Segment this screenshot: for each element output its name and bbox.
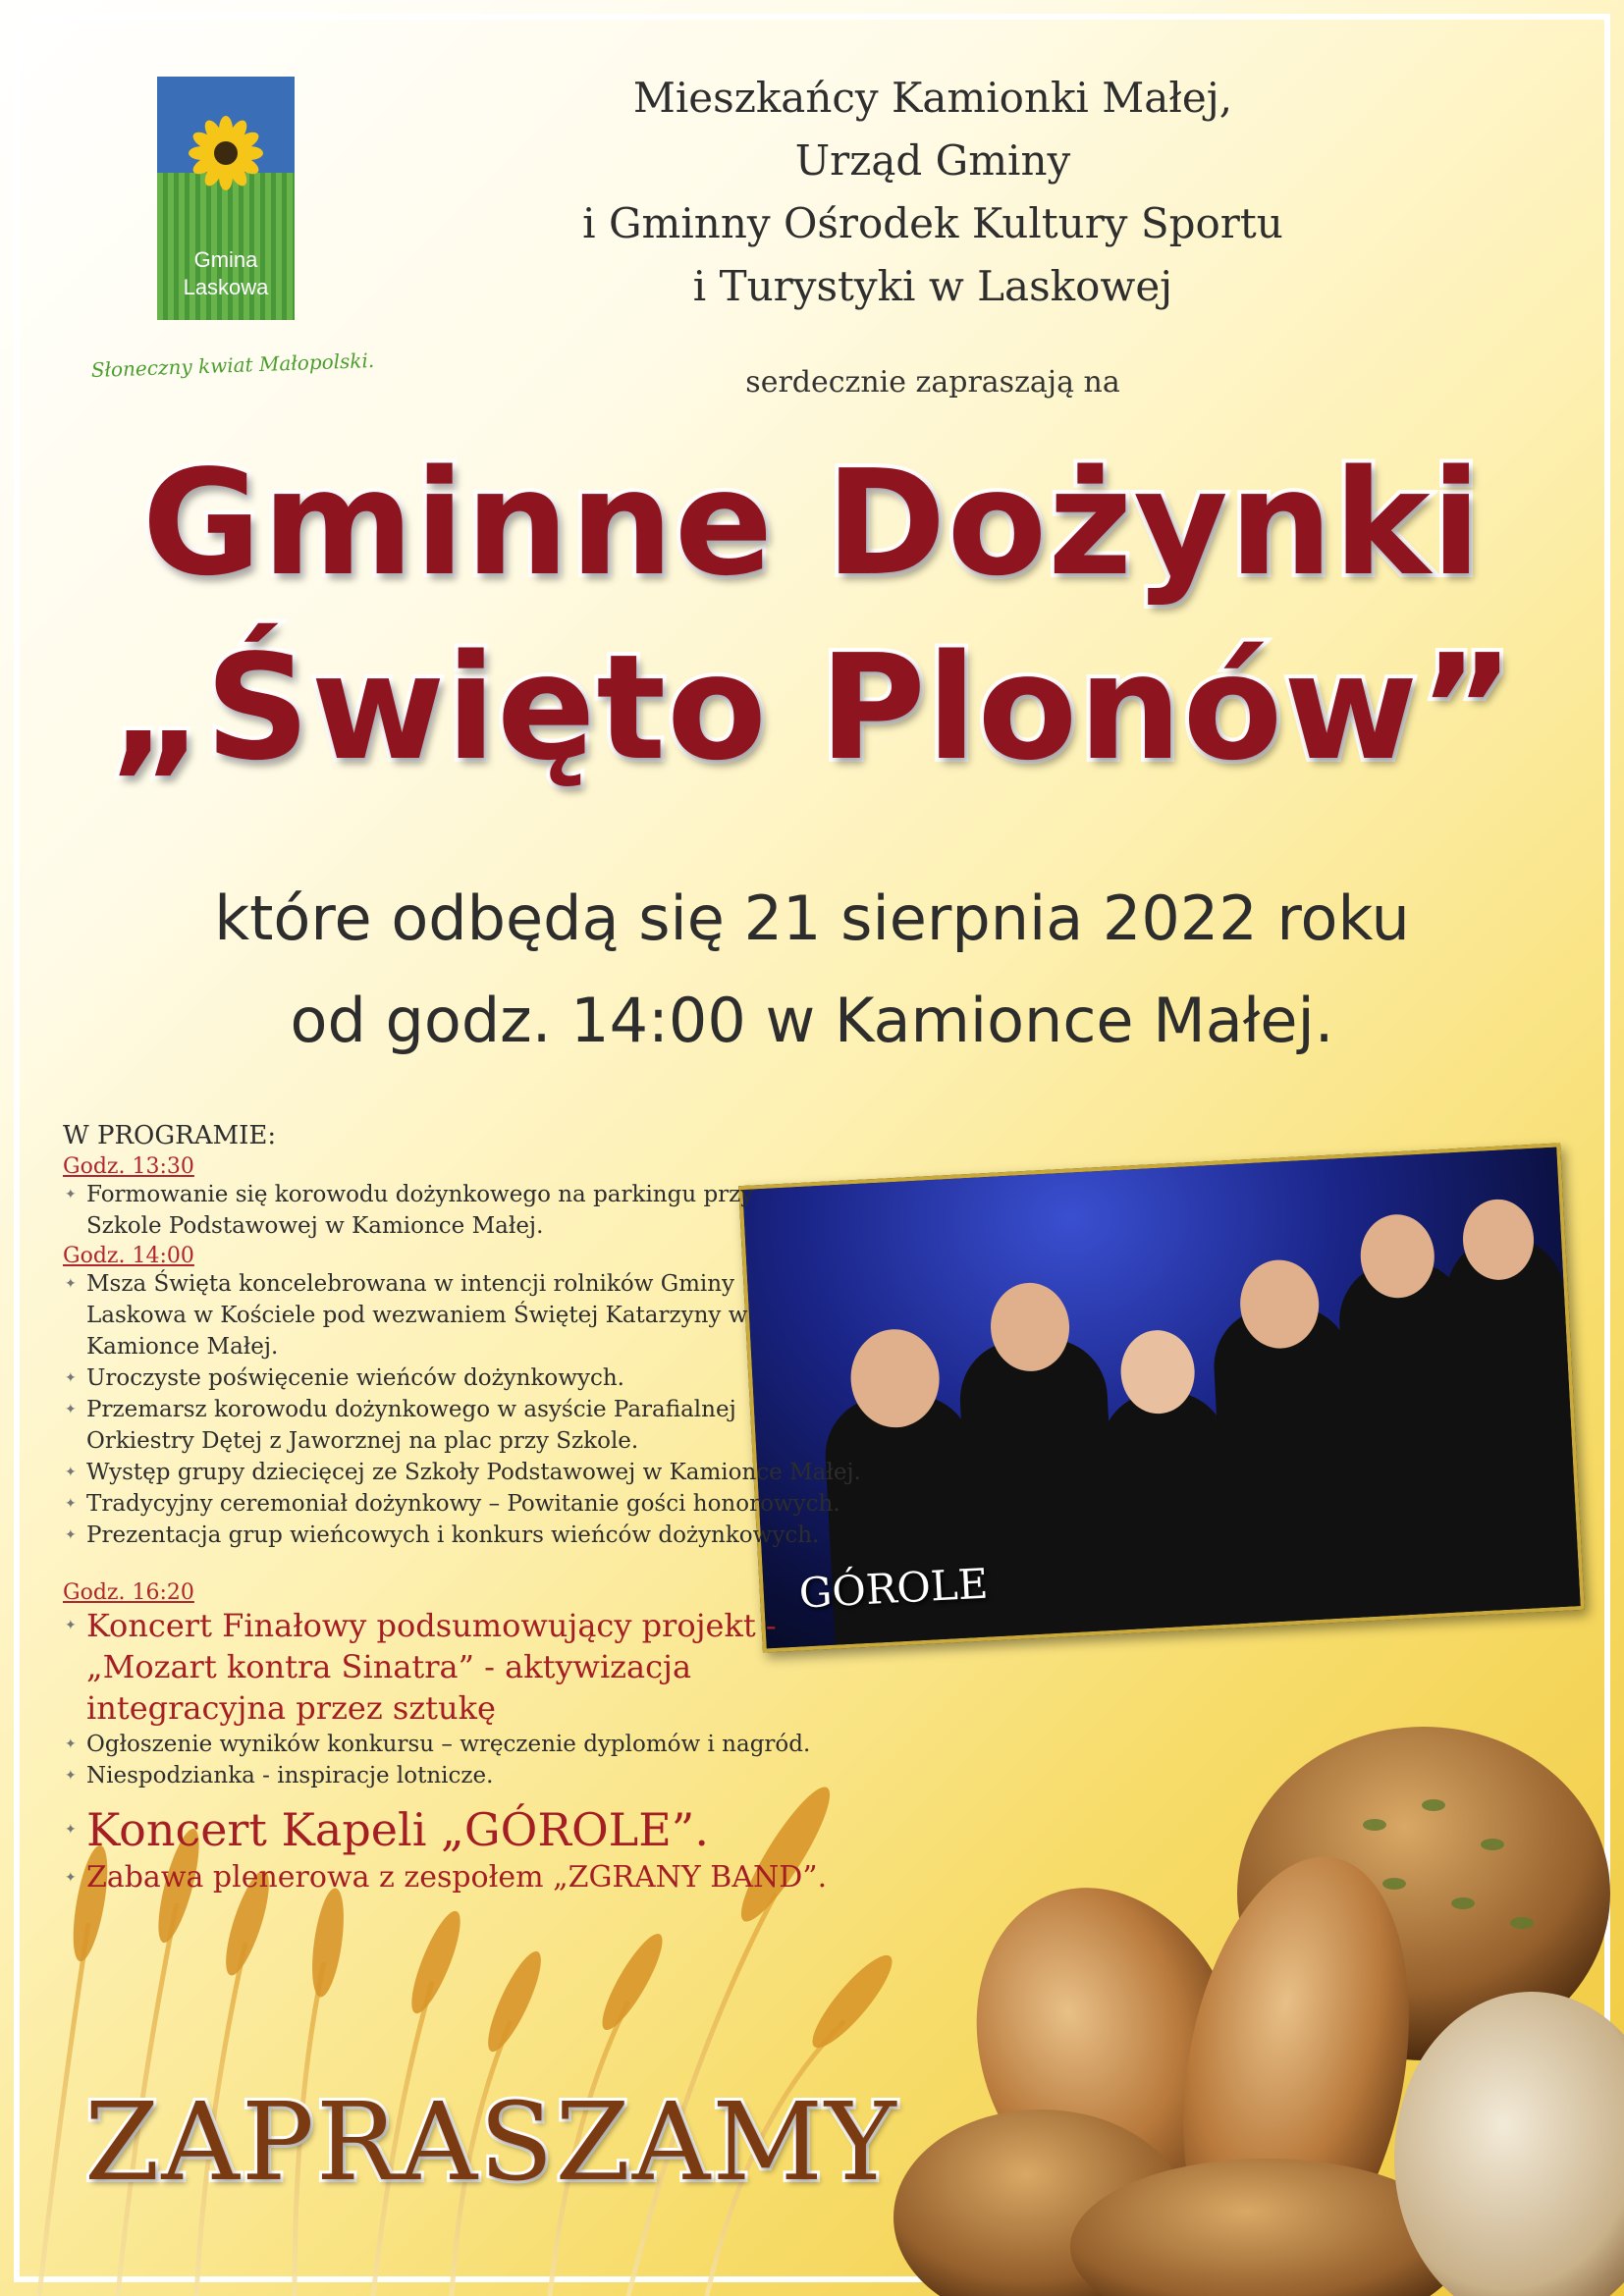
logo-slogan: Słoneczny kwiat Małopolski. (90, 347, 375, 383)
program-item: ✦ Niespodzianka - inspiracje lotnicze. (63, 1760, 907, 1791)
logo-text-gmina: Gmina (193, 247, 258, 272)
program-time: Godz. 13:30 (63, 1154, 194, 1179)
organizer-line: i Gminny Ośrodek Kultury Sportu (582, 199, 1283, 247)
program-item: ✦ Uroczyste poświęcenie wieńców dożynkowych. (63, 1362, 907, 1394)
event-title-line1: Gminne Dożynki (141, 439, 1483, 608)
organizer-line: i Turystyki w Laskowej (692, 262, 1173, 310)
program-item: ✦ Przemarsz korowodu dożynkowego w asyście Parafialnej Orkiestry Dętej z Jaworznej na plac przy Szkole. (63, 1394, 833, 1457)
organizers (442, 67, 1424, 318)
sunflower-icon (189, 116, 263, 190)
organizer-line: Mieszkańcy Kamionki Małej, (632, 74, 1233, 122)
logo-text-laskowa: Laskowa (183, 275, 269, 299)
band-member (1443, 1233, 1581, 1612)
program-time: Godz. 16:20 (63, 1580, 194, 1605)
program-item: ✦ Prezentacja grup wieńcowych i konkurs wieńców dożynkowych. (63, 1520, 907, 1551)
program-heading: W PROGRAMIE: (63, 1121, 277, 1150)
program-concert: ✦ Koncert Kapeli „GÓROLE”. (63, 1801, 907, 1858)
program-highlight: ✦ Koncert Finałowy podsumowujący projekt - „Mozart kontra Sinatra” - aktywizacja integracyjna przez sztukę (63, 1605, 892, 1729)
program-item: ✦ Formowanie się korowodu dożynkowego na parkingu przy Szkole Podstawowej w Kamionce Małej. (63, 1179, 793, 1242)
program (63, 1121, 907, 1897)
program-party: ✦ Zabawa plenerowa z zespołem „ZGRANY BAND”. (63, 1858, 907, 1897)
program-time: Godz. 14:00 (63, 1244, 194, 1268)
closing-text: ZAPRASZAMY (84, 2079, 898, 2205)
invite-text: serdecznie zapraszają na (745, 365, 1120, 400)
gmina-laskowa-logo (157, 77, 295, 320)
program-list (63, 1179, 907, 1242)
event-date: które odbędą się 21 sierpnia 2022 roku (214, 882, 1410, 954)
event-time-place: od godz. 14:00 w Kamionce Małej. (290, 985, 1334, 1056)
program-item: ✦ Msza Święta koncelebrowana w intencji rolników Gminy Laskowa w Kościele pod wezwaniem Świętej Katarzyny w Kamionce Małej. (63, 1268, 833, 1362)
program-list (63, 1268, 907, 1551)
program-item: ✦ Występ grupy dziecięcej ze Szkoły Podstawowej w Kamionce Małej. (63, 1457, 907, 1488)
program-list (63, 1605, 907, 1897)
program-item: ✦ Tradycyjny ceremoniał dożynkowy – Powitanie gości honorowych. (63, 1488, 907, 1520)
program-item: ✦ Ogłoszenie wyników konkursu – wręczenie dyplomów i nagród. (63, 1729, 907, 1760)
event-title-line2: „Święto Plonów” (108, 623, 1516, 792)
photo-caption: GÓROLE (797, 1559, 990, 1618)
organizer-line: Urząd Gminy (794, 136, 1071, 185)
